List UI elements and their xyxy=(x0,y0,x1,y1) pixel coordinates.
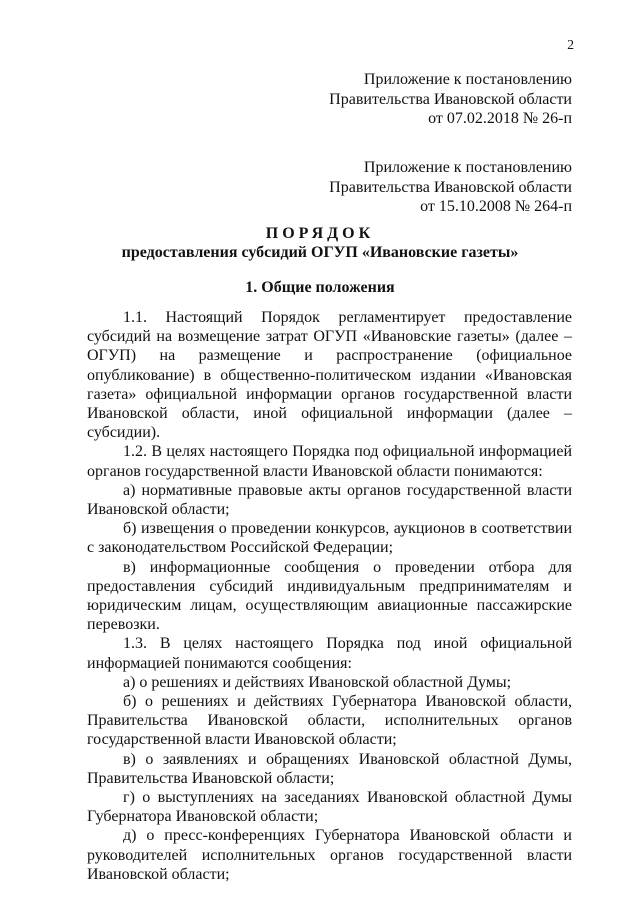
appendix-line: Приложение к постановлению xyxy=(363,159,572,176)
list-item-1-2-a: а) нормативные правовые акты органов государственной власти Ивановской области; xyxy=(87,481,572,519)
appendix-line: Правительства Ивановской области xyxy=(329,178,572,196)
list-item-1-3-d: д) о пресс-конференциях Губернатора Ивановской области и руководителей исполнительных органов государственной власти Ивановской области; xyxy=(87,827,572,883)
list-item-1-2-v: в) информационные сообщения о проведении отбора для предоставления субсидий индивидуальным предпринимателям и юридическим лицам, осуществляющим авиационные пассажирские перевозки. xyxy=(87,558,572,634)
paragraph-1-2: 1.2. В целях настоящего Порядка под официальной информацией органов государственной власти Ивановской области понимаются: xyxy=(87,443,572,480)
document-title: ПОРЯДОК xyxy=(265,225,375,242)
list-item-1-3-a: а) о решениях и действиях Ивановской областной Думы; xyxy=(123,673,512,691)
appendix-date-number: от 07.02.2018 № 26-п xyxy=(428,110,572,127)
paragraph-1-1: 1.1. Настоящий Порядок регламентирует предоставление субсидий на возмещение затрат ОГУП «Ивановские газеты» (далее – ОГУП) на размещение и распространение (официальное опубликование) в общественно-политическом издании «Ивановская газета» официальной информации органов государственной власти Ивановской области, иной официальной информации (далее – субсидии). xyxy=(87,309,572,442)
list-item-1-2-b: б) извещения о проведении конкурсов, аукционов в соответствии с законодательством Российской Федерации; xyxy=(87,520,572,557)
appendix-line: Правительства Ивановской области xyxy=(329,90,572,108)
list-item-1-3-v: в) о заявлениях и обращениях Ивановской областной Думы, Правительства Ивановской области; xyxy=(87,750,572,787)
paragraph-1-3: 1.3. В целях настоящего Порядка под иной официальной информацией понимаются сообщения: xyxy=(87,635,572,672)
document-body xyxy=(87,308,572,884)
appendix-reference-original xyxy=(329,158,572,217)
list-item-1-3-b: б) о решениях и действиях Губернатора Ивановской области, Правительства Ивановской области, исполнительных органов государственной власти Ивановской области; xyxy=(87,693,572,749)
appendix-line: Приложение к постановлению xyxy=(363,71,572,88)
page-number: 2 xyxy=(567,37,574,52)
section-heading: 1. Общие положения xyxy=(245,279,395,296)
appendix-reference-current xyxy=(329,70,572,129)
document-subtitle: предоставления субсидий ОГУП «Ивановские газеты» xyxy=(121,244,519,261)
appendix-date-number: от 15.10.2008 № 264-п xyxy=(420,198,572,215)
list-item-1-3-g: г) о выступлениях на заседаниях Ивановской областной Думы Губернатора Ивановской области; xyxy=(87,789,572,826)
